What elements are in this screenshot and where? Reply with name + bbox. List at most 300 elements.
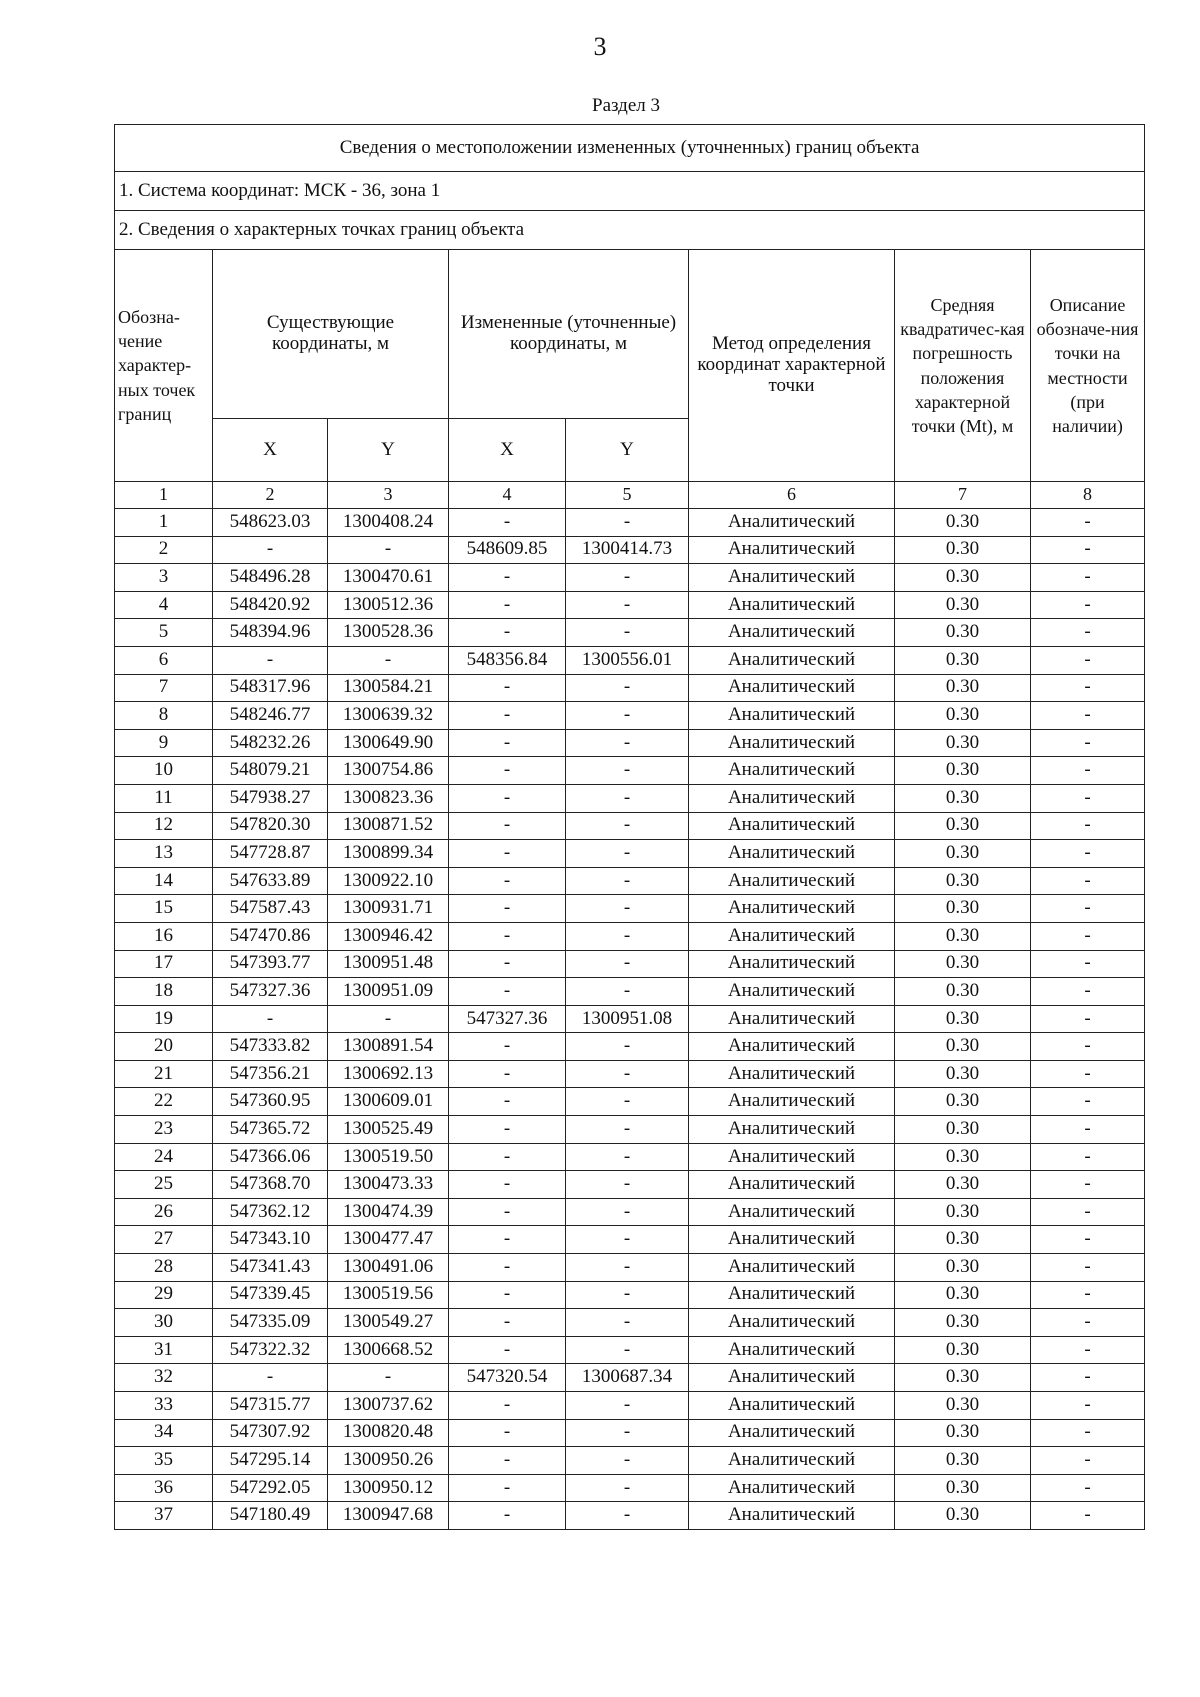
cell-mean-error: 0.30 xyxy=(895,1447,1031,1475)
cell-changed-y: - xyxy=(566,784,689,812)
cell-existing-y: 1300950.26 xyxy=(328,1447,449,1475)
header-existing-x: X xyxy=(213,419,328,482)
column-number: 4 xyxy=(449,482,566,509)
cell-changed-x: 547320.54 xyxy=(449,1364,566,1392)
cell-method: Аналитический xyxy=(689,1254,895,1282)
table-row xyxy=(115,978,1145,1006)
table-row xyxy=(115,784,1145,812)
table-row xyxy=(115,646,1145,674)
cell-mean-error: 0.30 xyxy=(895,1502,1031,1530)
cell-existing-y: 1300820.48 xyxy=(328,1419,449,1447)
header-changed-y: Y xyxy=(566,419,689,482)
cell-changed-y: - xyxy=(566,564,689,592)
column-number: 3 xyxy=(328,482,449,509)
cell-mean-error: 0.30 xyxy=(895,1033,1031,1061)
cell-method: Аналитический xyxy=(689,619,895,647)
cell-changed-y: - xyxy=(566,895,689,923)
cell-mean-error: 0.30 xyxy=(895,840,1031,868)
cell-method: Аналитический xyxy=(689,702,895,730)
cell-mean-error: 0.30 xyxy=(895,509,1031,537)
cell-existing-y: 1300519.50 xyxy=(328,1143,449,1171)
cell-existing-y: 1300668.52 xyxy=(328,1336,449,1364)
cell-method: Аналитический xyxy=(689,1005,895,1033)
cell-changed-y: - xyxy=(566,757,689,785)
table-caption: Сведения о местоположении измененных (уточненных) границ объекта xyxy=(115,125,1145,172)
cell-mean-error: 0.30 xyxy=(895,1226,1031,1254)
cell-point-number: 10 xyxy=(115,757,213,785)
cell-existing-y: 1300754.86 xyxy=(328,757,449,785)
cell-changed-y: - xyxy=(566,1088,689,1116)
cell-mean-error: 0.30 xyxy=(895,1254,1031,1282)
cell-existing-y: 1300823.36 xyxy=(328,784,449,812)
cell-point-number: 30 xyxy=(115,1309,213,1337)
cell-method: Аналитический xyxy=(689,1088,895,1116)
cell-existing-x: 548246.77 xyxy=(213,702,328,730)
cell-method: Аналитический xyxy=(689,1474,895,1502)
cell-method: Аналитический xyxy=(689,591,895,619)
cell-existing-y: 1300950.12 xyxy=(328,1474,449,1502)
cell-existing-x: 547356.21 xyxy=(213,1060,328,1088)
cell-method: Аналитический xyxy=(689,1447,895,1475)
cell-changed-x: - xyxy=(449,729,566,757)
page-number: 3 xyxy=(593,32,607,61)
cell-existing-x: 547366.06 xyxy=(213,1143,328,1171)
cell-existing-y: 1300408.24 xyxy=(328,509,449,537)
cell-changed-x: - xyxy=(449,1088,566,1116)
cell-changed-x: - xyxy=(449,978,566,1006)
boundary-points-table xyxy=(114,124,1145,1530)
cell-changed-y: - xyxy=(566,1392,689,1420)
cell-existing-x: 547307.92 xyxy=(213,1419,328,1447)
table-row xyxy=(115,1226,1145,1254)
cell-existing-x: - xyxy=(213,1005,328,1033)
cell-description: - xyxy=(1031,1254,1145,1282)
cell-description: - xyxy=(1031,978,1145,1006)
cell-changed-x: - xyxy=(449,1392,566,1420)
coordinate-system: 1. Система координат: МСК - 36, зона 1 xyxy=(115,172,1145,211)
cell-point-number: 20 xyxy=(115,1033,213,1061)
cell-point-number: 3 xyxy=(115,564,213,592)
cell-existing-y: - xyxy=(328,1364,449,1392)
cell-point-number: 18 xyxy=(115,978,213,1006)
cell-point-number: 37 xyxy=(115,1502,213,1530)
column-number: 6 xyxy=(689,482,895,509)
cell-method: Аналитический xyxy=(689,922,895,950)
cell-description: - xyxy=(1031,702,1145,730)
cell-existing-y: 1300871.52 xyxy=(328,812,449,840)
cell-description: - xyxy=(1031,812,1145,840)
cell-point-number: 13 xyxy=(115,840,213,868)
cell-mean-error: 0.30 xyxy=(895,784,1031,812)
header-description: Описание обозначе-ния точки на местности (при наличии) xyxy=(1031,250,1145,482)
cell-changed-y: - xyxy=(566,1447,689,1475)
cell-existing-y: 1300549.27 xyxy=(328,1309,449,1337)
cell-description: - xyxy=(1031,1447,1145,1475)
cell-method: Аналитический xyxy=(689,1281,895,1309)
cell-point-number: 4 xyxy=(115,591,213,619)
cell-existing-x: 548394.96 xyxy=(213,619,328,647)
column-number-row xyxy=(115,482,1145,509)
section-title: Раздел 3 xyxy=(592,95,660,116)
cell-existing-x: 547339.45 xyxy=(213,1281,328,1309)
cell-changed-y: - xyxy=(566,867,689,895)
cell-point-number: 27 xyxy=(115,1226,213,1254)
cell-changed-y: 1300414.73 xyxy=(566,536,689,564)
cell-existing-x: 547322.32 xyxy=(213,1336,328,1364)
cell-point-number: 23 xyxy=(115,1116,213,1144)
cell-existing-y: 1300512.36 xyxy=(328,591,449,619)
cell-point-number: 19 xyxy=(115,1005,213,1033)
cell-changed-x: - xyxy=(449,1502,566,1530)
cell-point-number: 32 xyxy=(115,1364,213,1392)
cell-method: Аналитический xyxy=(689,867,895,895)
header-existing-coordinates: Существующие координаты, м xyxy=(213,250,449,419)
cell-existing-x: 548496.28 xyxy=(213,564,328,592)
table-row xyxy=(115,1281,1145,1309)
cell-description: - xyxy=(1031,1143,1145,1171)
cell-point-number: 11 xyxy=(115,784,213,812)
cell-description: - xyxy=(1031,1364,1145,1392)
cell-description: - xyxy=(1031,509,1145,537)
cell-description: - xyxy=(1031,1171,1145,1199)
table-row xyxy=(115,867,1145,895)
cell-description: - xyxy=(1031,1502,1145,1530)
cell-existing-y: 1300473.33 xyxy=(328,1171,449,1199)
cell-existing-x: 547360.95 xyxy=(213,1088,328,1116)
cell-method: Аналитический xyxy=(689,1171,895,1199)
cell-changed-x: - xyxy=(449,674,566,702)
cell-existing-y: 1300922.10 xyxy=(328,867,449,895)
table-row xyxy=(115,536,1145,564)
cell-method: Аналитический xyxy=(689,1419,895,1447)
cell-changed-x: - xyxy=(449,619,566,647)
cell-point-number: 31 xyxy=(115,1336,213,1364)
cell-mean-error: 0.30 xyxy=(895,1364,1031,1392)
table-row xyxy=(115,1198,1145,1226)
cell-description: - xyxy=(1031,1060,1145,1088)
cell-mean-error: 0.30 xyxy=(895,867,1031,895)
cell-mean-error: 0.30 xyxy=(895,1088,1031,1116)
header-error: Средняя квадратичес-кая погрешность положения характерной точки (Mt), м xyxy=(895,250,1031,482)
cell-description: - xyxy=(1031,1088,1145,1116)
table-row xyxy=(115,702,1145,730)
cell-changed-x: 548609.85 xyxy=(449,536,566,564)
cell-point-number: 21 xyxy=(115,1060,213,1088)
cell-description: - xyxy=(1031,1419,1145,1447)
cell-changed-y: - xyxy=(566,1254,689,1282)
column-number: 5 xyxy=(566,482,689,509)
cell-existing-x: - xyxy=(213,1364,328,1392)
cell-method: Аналитический xyxy=(689,978,895,1006)
cell-existing-y: 1300951.09 xyxy=(328,978,449,1006)
cell-existing-x: - xyxy=(213,536,328,564)
cell-description: - xyxy=(1031,536,1145,564)
cell-changed-y: - xyxy=(566,1226,689,1254)
cell-existing-x: 547335.09 xyxy=(213,1309,328,1337)
cell-method: Аналитический xyxy=(689,509,895,537)
cell-mean-error: 0.30 xyxy=(895,646,1031,674)
table-row xyxy=(115,564,1145,592)
cell-mean-error: 0.30 xyxy=(895,674,1031,702)
cell-changed-y: - xyxy=(566,591,689,619)
cell-point-number: 35 xyxy=(115,1447,213,1475)
cell-mean-error: 0.30 xyxy=(895,1005,1031,1033)
cell-description: - xyxy=(1031,1281,1145,1309)
cell-existing-x: 547362.12 xyxy=(213,1198,328,1226)
cell-mean-error: 0.30 xyxy=(895,619,1031,647)
cell-changed-x: - xyxy=(449,784,566,812)
points-section-title: 2. Сведения о характерных точках границ объекта xyxy=(115,211,1145,250)
cell-method: Аналитический xyxy=(689,1033,895,1061)
cell-existing-y: 1300474.39 xyxy=(328,1198,449,1226)
header-changed-x: X xyxy=(449,419,566,482)
header-designation: Обозна-чение характер-ных точек границ xyxy=(115,250,213,482)
cell-point-number: 17 xyxy=(115,950,213,978)
cell-changed-y: - xyxy=(566,1309,689,1337)
cell-changed-y: - xyxy=(566,1419,689,1447)
cell-point-number: 9 xyxy=(115,729,213,757)
cell-point-number: 26 xyxy=(115,1198,213,1226)
cell-changed-x: - xyxy=(449,1336,566,1364)
cell-existing-x: 547343.10 xyxy=(213,1226,328,1254)
table-row xyxy=(115,1502,1145,1530)
cell-method: Аналитический xyxy=(689,674,895,702)
cell-existing-y: 1300584.21 xyxy=(328,674,449,702)
cell-changed-x: - xyxy=(449,702,566,730)
cell-changed-x: - xyxy=(449,1419,566,1447)
cell-changed-y: - xyxy=(566,619,689,647)
cell-description: - xyxy=(1031,867,1145,895)
cell-existing-x: 547728.87 xyxy=(213,840,328,868)
header-changed-coordinates: Измененные (уточненные) координаты, м xyxy=(449,250,689,419)
header-existing-y: Y xyxy=(328,419,449,482)
cell-mean-error: 0.30 xyxy=(895,1281,1031,1309)
table-row xyxy=(115,1474,1145,1502)
cell-existing-x: 547820.30 xyxy=(213,812,328,840)
cell-changed-y: - xyxy=(566,674,689,702)
cell-changed-y: - xyxy=(566,950,689,978)
cell-changed-y: - xyxy=(566,1116,689,1144)
cell-existing-x: 547368.70 xyxy=(213,1171,328,1199)
cell-point-number: 15 xyxy=(115,895,213,923)
cell-description: - xyxy=(1031,757,1145,785)
cell-existing-x: 547295.14 xyxy=(213,1447,328,1475)
cell-mean-error: 0.30 xyxy=(895,978,1031,1006)
cell-mean-error: 0.30 xyxy=(895,1143,1031,1171)
cell-description: - xyxy=(1031,619,1145,647)
table-row xyxy=(115,840,1145,868)
table-row xyxy=(115,1419,1145,1447)
cell-description: - xyxy=(1031,674,1145,702)
cell-existing-y: - xyxy=(328,1005,449,1033)
column-number: 1 xyxy=(115,482,213,509)
cell-description: - xyxy=(1031,1226,1145,1254)
cell-existing-x: 548420.92 xyxy=(213,591,328,619)
cell-existing-y: 1300649.90 xyxy=(328,729,449,757)
cell-point-number: 1 xyxy=(115,509,213,537)
cell-point-number: 14 xyxy=(115,867,213,895)
table-row xyxy=(115,1143,1145,1171)
cell-point-number: 7 xyxy=(115,674,213,702)
cell-existing-y: 1300692.13 xyxy=(328,1060,449,1088)
cell-method: Аналитический xyxy=(689,1060,895,1088)
cell-existing-y: 1300519.56 xyxy=(328,1281,449,1309)
cell-method: Аналитический xyxy=(689,895,895,923)
cell-method: Аналитический xyxy=(689,564,895,592)
cell-mean-error: 0.30 xyxy=(895,922,1031,950)
cell-changed-x: - xyxy=(449,1447,566,1475)
cell-method: Аналитический xyxy=(689,1392,895,1420)
cell-description: - xyxy=(1031,646,1145,674)
cell-existing-y: 1300639.32 xyxy=(328,702,449,730)
cell-existing-y: 1300470.61 xyxy=(328,564,449,592)
cell-mean-error: 0.30 xyxy=(895,1474,1031,1502)
cell-changed-x: 548356.84 xyxy=(449,646,566,674)
cell-changed-y: - xyxy=(566,1060,689,1088)
cell-point-number: 28 xyxy=(115,1254,213,1282)
cell-description: - xyxy=(1031,1309,1145,1337)
cell-description: - xyxy=(1031,591,1145,619)
cell-existing-y: 1300899.34 xyxy=(328,840,449,868)
cell-changed-y: - xyxy=(566,702,689,730)
cell-changed-y: - xyxy=(566,1198,689,1226)
cell-method: Аналитический xyxy=(689,950,895,978)
cell-existing-y: 1300947.68 xyxy=(328,1502,449,1530)
cell-existing-x: 547315.77 xyxy=(213,1392,328,1420)
cell-existing-y: 1300891.54 xyxy=(328,1033,449,1061)
cell-mean-error: 0.30 xyxy=(895,1171,1031,1199)
table-row xyxy=(115,1116,1145,1144)
cell-changed-x: - xyxy=(449,564,566,592)
cell-changed-x: - xyxy=(449,1281,566,1309)
header-method: Метод определения координат характерной точки xyxy=(689,250,895,482)
cell-existing-x: 547333.82 xyxy=(213,1033,328,1061)
cell-changed-x: - xyxy=(449,1116,566,1144)
cell-description: - xyxy=(1031,895,1145,923)
cell-mean-error: 0.30 xyxy=(895,1392,1031,1420)
cell-mean-error: 0.30 xyxy=(895,1336,1031,1364)
cell-point-number: 6 xyxy=(115,646,213,674)
cell-point-number: 34 xyxy=(115,1419,213,1447)
cell-changed-y: - xyxy=(566,1474,689,1502)
cell-existing-y: 1300528.36 xyxy=(328,619,449,647)
table-row xyxy=(115,591,1145,619)
cell-changed-x: - xyxy=(449,812,566,840)
cell-changed-y: - xyxy=(566,812,689,840)
table-row xyxy=(115,1364,1145,1392)
cell-mean-error: 0.30 xyxy=(895,1060,1031,1088)
cell-existing-x: 548623.03 xyxy=(213,509,328,537)
cell-method: Аналитический xyxy=(689,1143,895,1171)
cell-description: - xyxy=(1031,1336,1145,1364)
cell-description: - xyxy=(1031,784,1145,812)
cell-method: Аналитический xyxy=(689,1198,895,1226)
cell-changed-y: - xyxy=(566,1143,689,1171)
cell-existing-x: 547633.89 xyxy=(213,867,328,895)
cell-existing-x: 547292.05 xyxy=(213,1474,328,1502)
table-row xyxy=(115,1088,1145,1116)
cell-changed-y: 1300951.08 xyxy=(566,1005,689,1033)
cell-existing-x: 548232.26 xyxy=(213,729,328,757)
cell-changed-y: - xyxy=(566,840,689,868)
cell-method: Аналитический xyxy=(689,536,895,564)
cell-mean-error: 0.30 xyxy=(895,950,1031,978)
cell-mean-error: 0.30 xyxy=(895,1198,1031,1226)
cell-existing-x: 547393.77 xyxy=(213,950,328,978)
column-number: 8 xyxy=(1031,482,1145,509)
cell-method: Аналитический xyxy=(689,1502,895,1530)
cell-method: Аналитический xyxy=(689,1116,895,1144)
cell-changed-x: - xyxy=(449,867,566,895)
cell-existing-x: - xyxy=(213,646,328,674)
cell-description: - xyxy=(1031,1474,1145,1502)
cell-existing-y: 1300491.06 xyxy=(328,1254,449,1282)
cell-point-number: 2 xyxy=(115,536,213,564)
cell-changed-x: - xyxy=(449,1060,566,1088)
cell-method: Аналитический xyxy=(689,840,895,868)
cell-changed-y: - xyxy=(566,1033,689,1061)
table-row xyxy=(115,1336,1145,1364)
cell-existing-y: 1300609.01 xyxy=(328,1088,449,1116)
cell-point-number: 22 xyxy=(115,1088,213,1116)
cell-changed-x: - xyxy=(449,840,566,868)
table-row xyxy=(115,674,1145,702)
cell-point-number: 8 xyxy=(115,702,213,730)
cell-changed-x: - xyxy=(449,591,566,619)
table-row xyxy=(115,1392,1145,1420)
cell-method: Аналитический xyxy=(689,1364,895,1392)
table-row xyxy=(115,1254,1145,1282)
cell-changed-x: 547327.36 xyxy=(449,1005,566,1033)
cell-changed-x: - xyxy=(449,1474,566,1502)
cell-mean-error: 0.30 xyxy=(895,895,1031,923)
cell-description: - xyxy=(1031,1116,1145,1144)
cell-method: Аналитический xyxy=(689,784,895,812)
table-row xyxy=(115,812,1145,840)
cell-point-number: 36 xyxy=(115,1474,213,1502)
cell-changed-x: - xyxy=(449,1143,566,1171)
cell-changed-x: - xyxy=(449,509,566,537)
cell-point-number: 29 xyxy=(115,1281,213,1309)
cell-changed-x: - xyxy=(449,895,566,923)
table-row xyxy=(115,1033,1145,1061)
cell-existing-x: 547365.72 xyxy=(213,1116,328,1144)
cell-description: - xyxy=(1031,840,1145,868)
cell-mean-error: 0.30 xyxy=(895,591,1031,619)
table-row xyxy=(115,1060,1145,1088)
cell-mean-error: 0.30 xyxy=(895,729,1031,757)
cell-changed-y: 1300556.01 xyxy=(566,646,689,674)
cell-point-number: 5 xyxy=(115,619,213,647)
table-body xyxy=(115,509,1145,1530)
cell-existing-x: 547470.86 xyxy=(213,922,328,950)
cell-existing-x: 547341.43 xyxy=(213,1254,328,1282)
cell-existing-y: 1300946.42 xyxy=(328,922,449,950)
cell-mean-error: 0.30 xyxy=(895,757,1031,785)
cell-method: Аналитический xyxy=(689,1226,895,1254)
cell-description: - xyxy=(1031,1392,1145,1420)
cell-changed-x: - xyxy=(449,950,566,978)
cell-mean-error: 0.30 xyxy=(895,1116,1031,1144)
cell-existing-y: 1300477.47 xyxy=(328,1226,449,1254)
cell-point-number: 33 xyxy=(115,1392,213,1420)
cell-changed-x: - xyxy=(449,1171,566,1199)
cell-mean-error: 0.30 xyxy=(895,702,1031,730)
cell-existing-y: 1300931.71 xyxy=(328,895,449,923)
table-row xyxy=(115,509,1145,537)
cell-changed-x: - xyxy=(449,1198,566,1226)
cell-description: - xyxy=(1031,564,1145,592)
